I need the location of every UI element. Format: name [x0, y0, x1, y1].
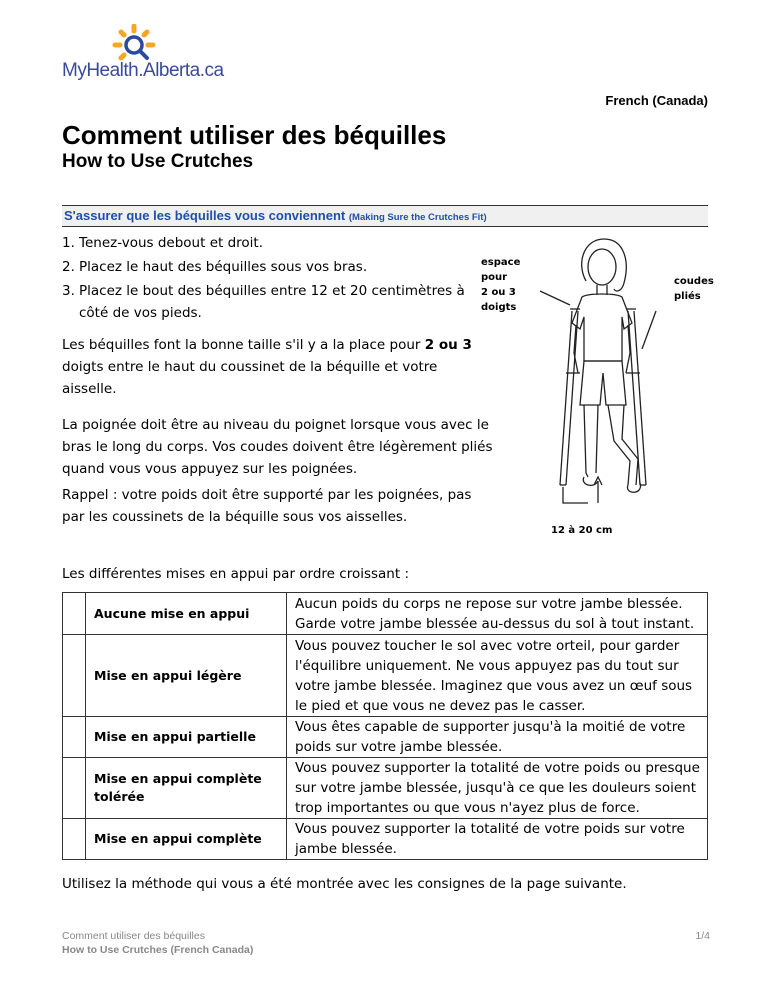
table-cell — [63, 819, 86, 860]
level-label: Mise en appui partielle — [86, 717, 287, 758]
table-row — [63, 717, 708, 758]
level-description: Vous êtes capable de supporter jusqu'à la moitié de votre poids sur votre jambe blessée. — [287, 717, 708, 758]
list-item: 2. Placez le haut des béquilles sous vos bras. — [62, 259, 368, 275]
table-row — [63, 593, 708, 635]
reminder-paragraph: Rappel : votre poids doit être supporté par les poignées, pas par les coussinets de la béquille sous vos aisselles. — [62, 487, 472, 525]
document-language: French (Canada) — [605, 93, 708, 108]
list-item: 1. Tenez-vous debout et droit. — [62, 235, 263, 251]
list-item: 3. Placez le bout des béquilles entre 12 et 20 centimètres à — [62, 283, 465, 299]
footer-subtitle: How to Use Crutches (French Canada) — [62, 944, 254, 956]
logo-wordmark: MyHealth.Alberta.ca — [62, 60, 224, 81]
weight-bearing-intro: Les différentes mises en appui par ordre croissant : — [62, 566, 409, 582]
section-heading: S'assurer que les béquilles vous conviennent (Making Sure the Crutches Fit) — [62, 205, 708, 227]
table-row — [63, 635, 708, 717]
page-number: 1/4 — [695, 930, 710, 942]
weight-bearing-table — [62, 592, 708, 860]
level-description: Aucun poids du corps ne repose sur votre jambe blessée. Garde votre jambe blessée au-dessus du sol à tout instant. — [287, 593, 708, 635]
table-row — [63, 758, 708, 819]
footer-title: Comment utiliser des béquilles — [62, 930, 205, 942]
table-cell — [63, 593, 86, 635]
grip-paragraph: La poignée doit être au niveau du poignet lorsque vous avec le bras le long du corps. Vos coudes doivent être légèrement pliés quand vous vous appuyez sur les poignées. — [62, 417, 493, 477]
table-cell — [63, 717, 86, 758]
page-title: Comment utiliser des béquilles — [62, 120, 447, 150]
list-item-continuation: côté de vos pieds. — [79, 305, 202, 321]
distance-label: 12 à 20 cm — [551, 525, 613, 536]
level-description: Vous pouvez supporter la totalité de votre poids sur votre jambe blessée. — [287, 819, 708, 860]
crutch-illustration — [476, 233, 712, 553]
table-cell — [63, 758, 86, 819]
table-row — [63, 819, 708, 860]
finger-space-label: espace pour 2 ou 3 doigts — [481, 257, 521, 313]
table-cell — [63, 635, 86, 717]
sun-icon — [115, 26, 153, 58]
divider — [62, 226, 572, 227]
closing-instruction: Utilisez la méthode qui vous a été montrée avec les consignes de la page suivante. — [62, 876, 627, 892]
fit-paragraph: Les béquilles font la bonne taille s'il y a la place pour 2 ou 3 doigts entre le haut du coussinet de la béquille et votre aisselle. — [62, 337, 472, 397]
level-description: Vous pouvez toucher le sol avec votre orteil, pour garder l'équilibre uniquement. Ne vous appuyez pas du tout sur votre jambe blessée. Imaginez que vous avez un œuf sous le pied et que vous ne devez pas le casser. — [287, 635, 708, 717]
level-label: Mise en appui complète — [86, 819, 287, 860]
elbows-bent-label: coudes pliés — [674, 276, 714, 302]
page-subtitle: How to Use Crutches — [62, 151, 254, 172]
level-label: Mise en appui légère — [86, 635, 287, 717]
level-label: Mise en appui complète tolérée — [86, 758, 287, 819]
level-description: Vous pouvez supporter la totalité de votre poids ou presque sur votre jambe blessée, jusqu'à ce que les douleurs soient trop importantes ou que vous n'ayez plus de force. — [287, 758, 708, 819]
level-label: Aucune mise en appui — [86, 593, 287, 635]
myhealth-logo — [62, 24, 232, 94]
